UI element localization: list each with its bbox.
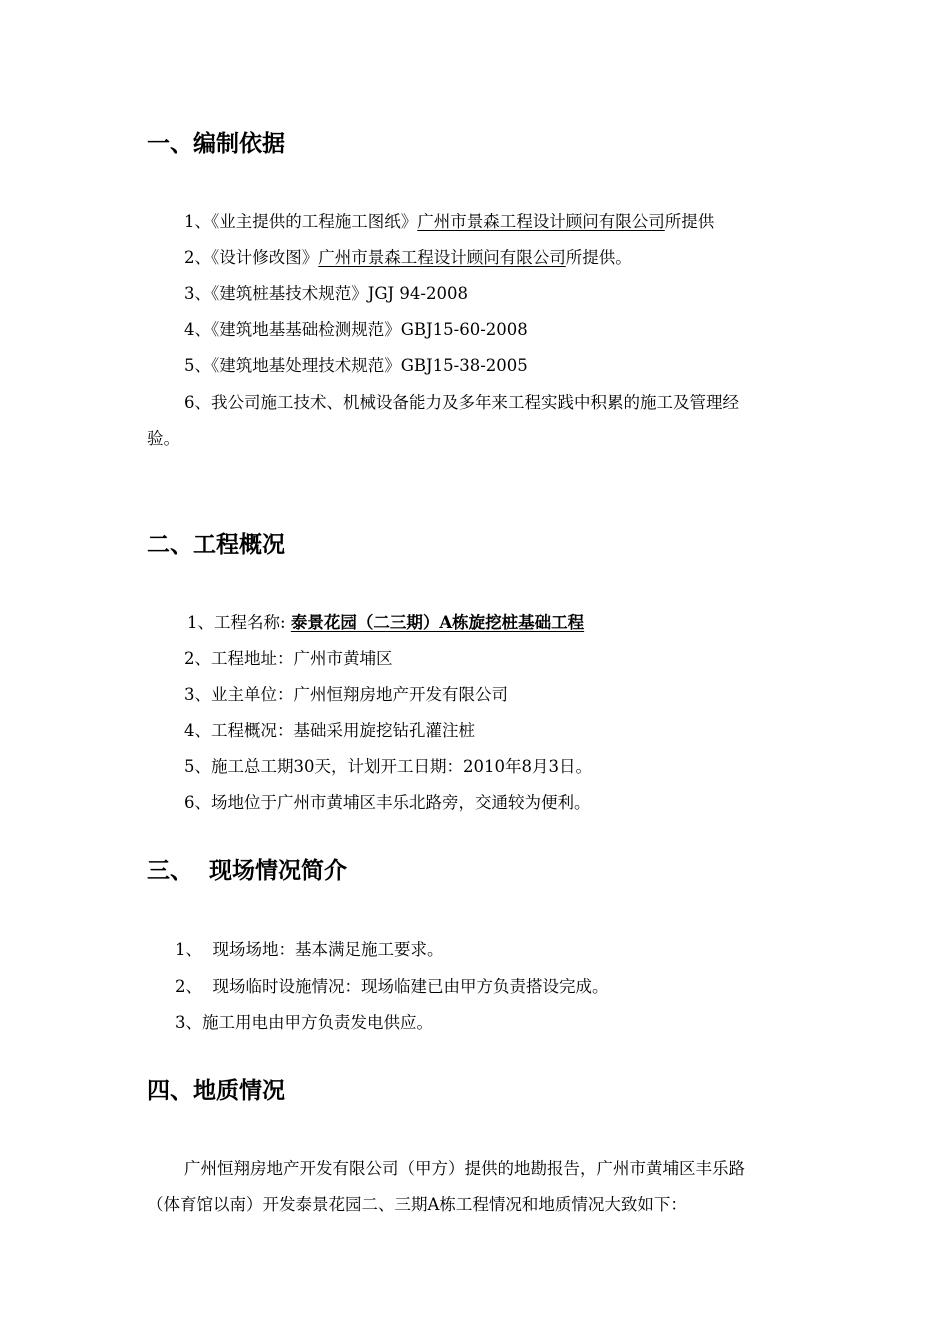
section-heading-geology: 四、地质情况 xyxy=(147,1078,285,1104)
basis-item-2-company: 广州市景森工程设计顾问有限公司 xyxy=(318,248,566,267)
project-name-label: 1、工程名称: xyxy=(187,613,291,632)
overview-item-6: 6、场地位于广州市黄埔区丰乐北路旁，交通较为便利。 xyxy=(184,793,591,812)
overview-item-4: 4、工程概况：基础采用旋挖钻孔灌注桩 xyxy=(184,721,475,740)
basis-item-2 xyxy=(184,246,632,270)
geology-paragraph-line-1: 广州恒翔房地产开发有限公司（甲方）提供的地勘报告，广州市黄埔区丰乐路 xyxy=(184,1159,745,1178)
basis-item-1 xyxy=(184,210,714,234)
section-heading-overview: 二、工程概况 xyxy=(147,532,285,558)
basis-item-2-title: 2、《设计修改图》 xyxy=(184,248,319,267)
site-item-2: 2、 现场临时设施情况：现场临建已由甲方负责搭设完成。 xyxy=(175,977,609,996)
section-heading-site: 三、 现场情况简介 xyxy=(147,858,348,884)
basis-item-1-title: 1、《业主提供的工程施工图纸》 xyxy=(184,212,418,231)
basis-item-6: 6、我公司施工技术、机械设备能力及多年来工程实践中积累的施工及管理经 xyxy=(184,393,739,412)
basis-item-2-suffix: 所提供。 xyxy=(565,248,632,267)
project-name-value: 泰景花园（二三期）A栋旋挖桩基础工程 xyxy=(290,613,585,632)
overview-item-2: 2、工程地址：广州市黄埔区 xyxy=(184,649,393,668)
overview-item-3: 3、业主单位：广州恒翔房地产开发有限公司 xyxy=(184,685,508,704)
basis-item-6-continued: 验。 xyxy=(147,429,180,448)
basis-item-5: 5、《建筑地基处理技术规范》GBJ15-38-2005 xyxy=(184,356,528,375)
geology-paragraph-line-2: （体育馆以南）开发泰景花园二、三期A栋工程情况和地质情况大致如下： xyxy=(147,1195,687,1214)
site-item-1: 1、 现场场地：基本满足施工要求。 xyxy=(175,940,444,959)
site-item-3: 3、施工用电由甲方负责发电供应。 xyxy=(175,1013,433,1032)
basis-item-1-suffix: 所提供 xyxy=(664,212,715,231)
section-heading-basis: 一、编制依据 xyxy=(147,131,285,157)
overview-item-1 xyxy=(187,611,584,635)
basis-item-4: 4、《建筑地基基础检测规范》GBJ15-60-2008 xyxy=(184,320,528,339)
basis-item-1-company: 广州市景森工程设计顾问有限公司 xyxy=(417,212,665,231)
basis-item-3: 3、《建筑桩基技术规范》JGJ 94-2008 xyxy=(184,284,468,303)
overview-item-5: 5、施工总工期30天，计划开工日期：2010年8月3日。 xyxy=(184,757,592,776)
